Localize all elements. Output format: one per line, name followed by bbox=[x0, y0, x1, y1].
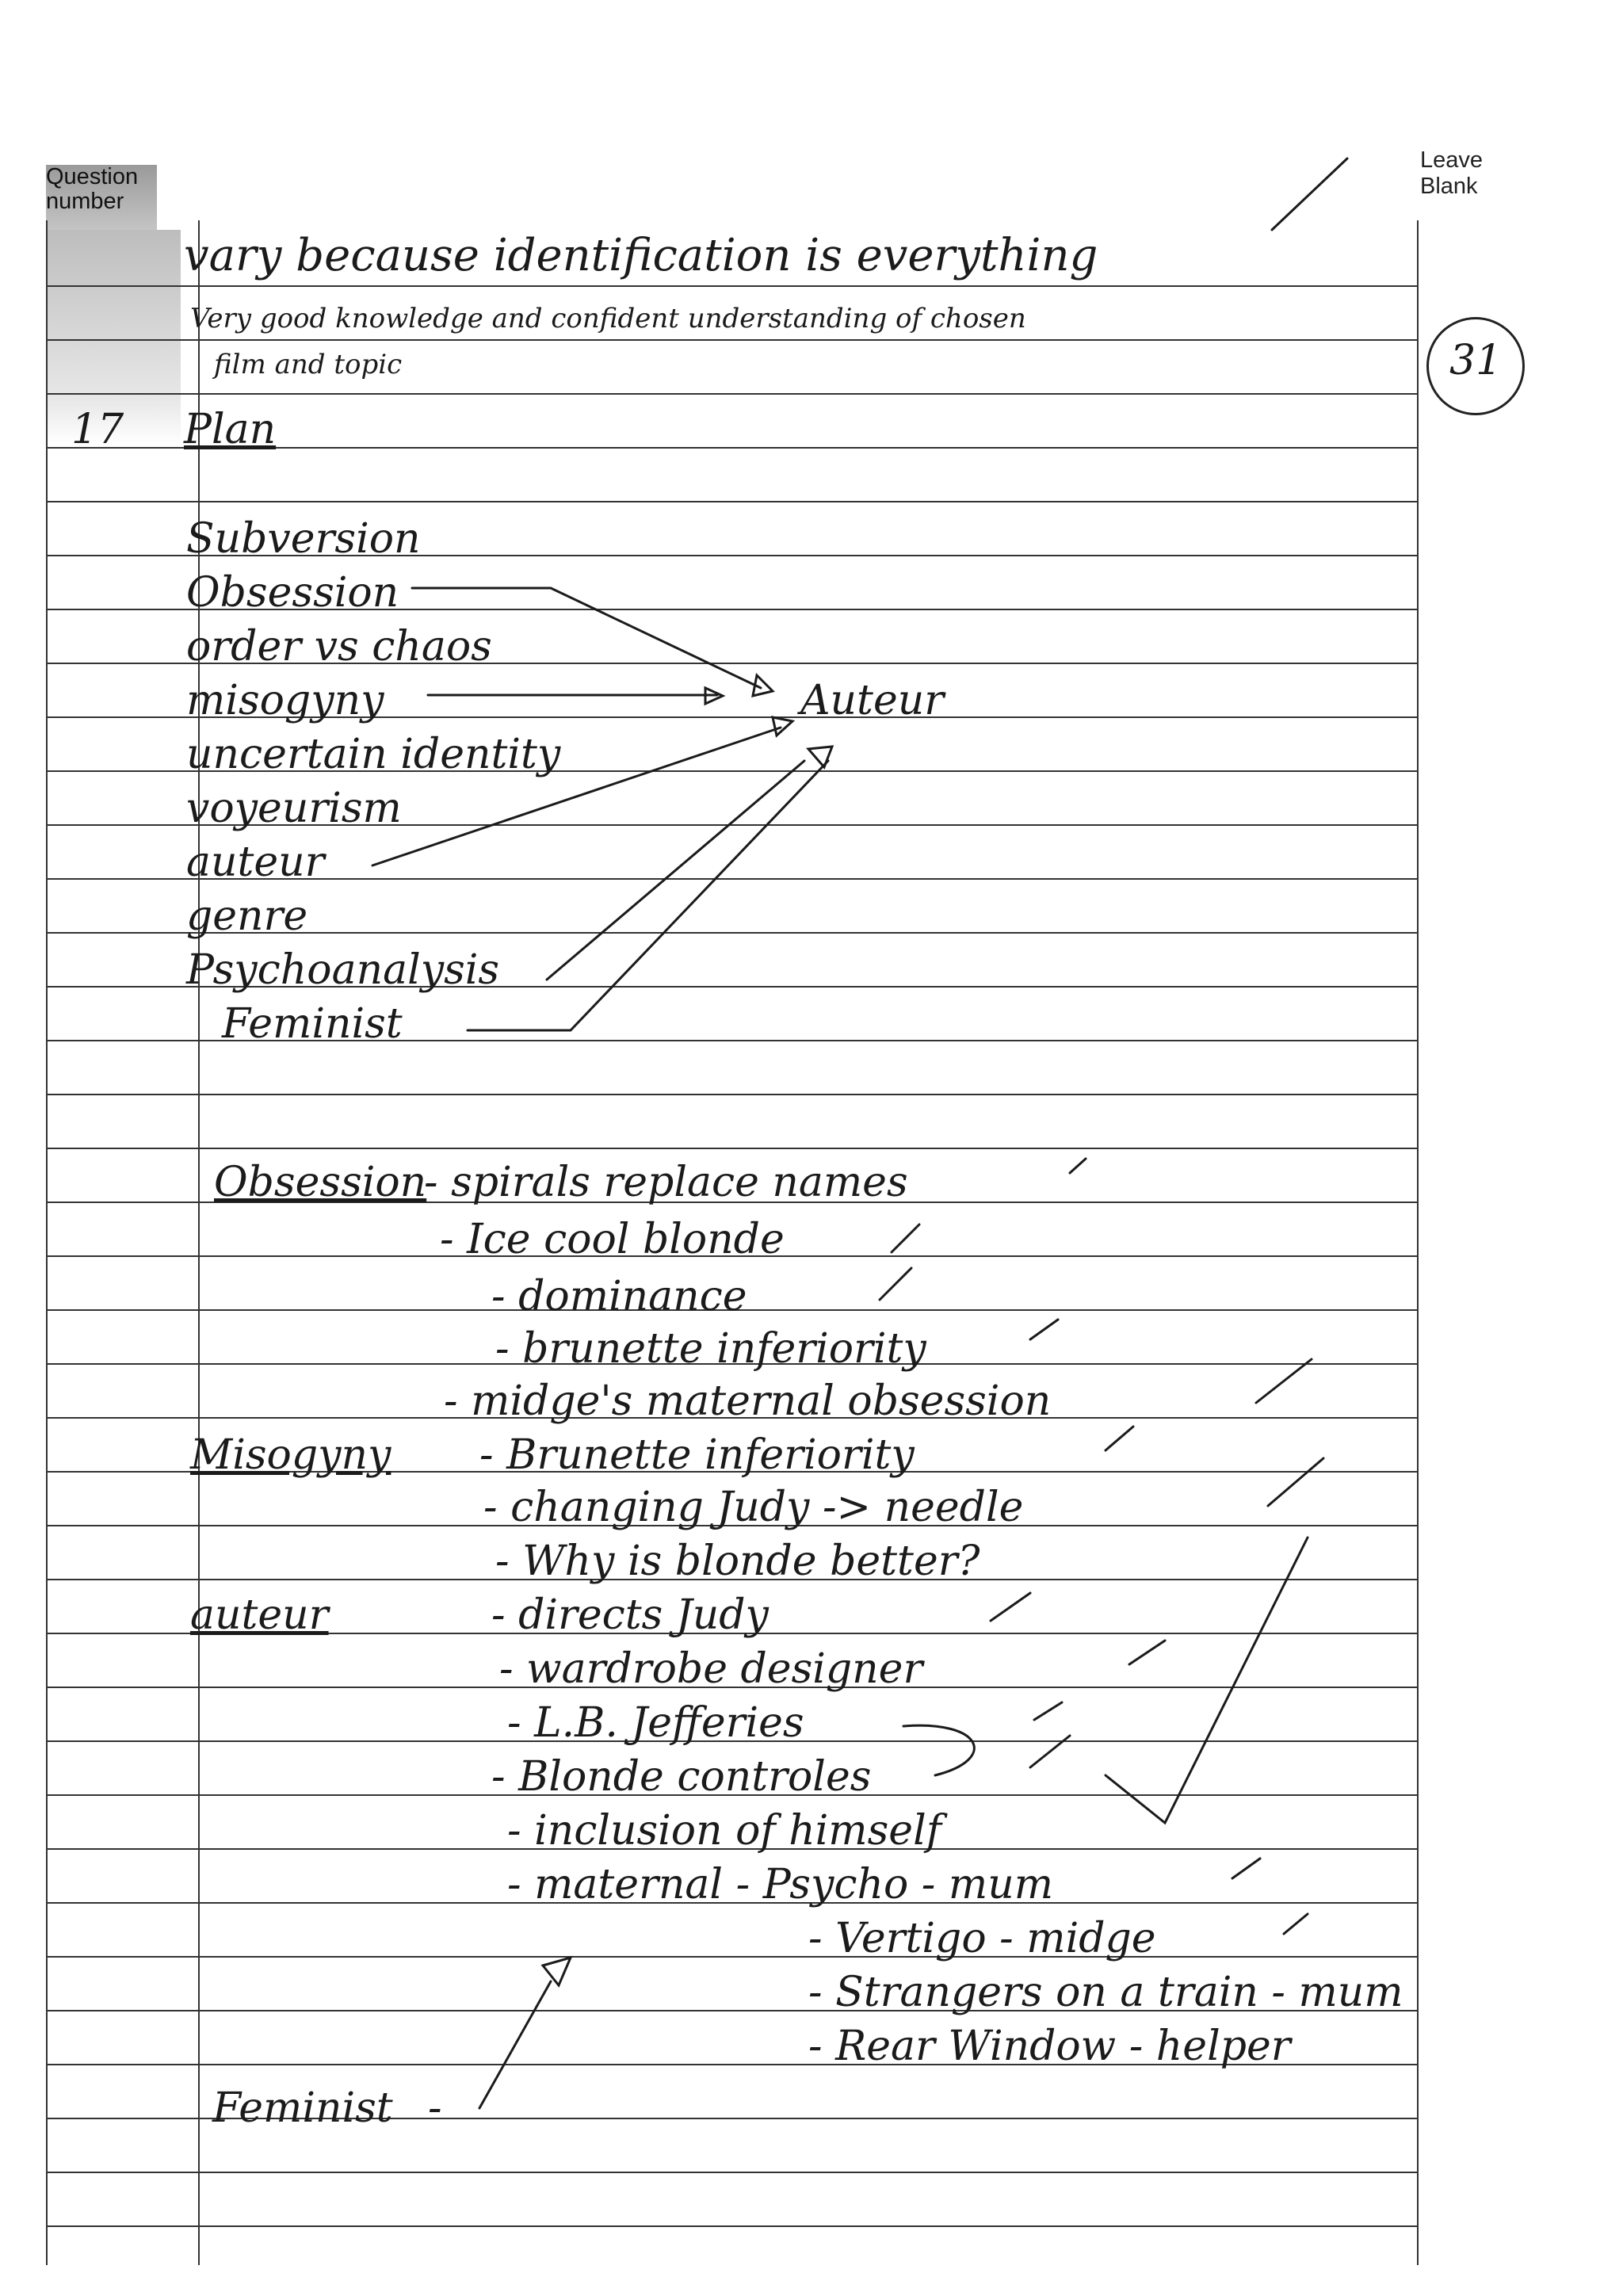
arrowhead bbox=[543, 1958, 571, 1985]
arrowhead bbox=[773, 717, 792, 735]
note-line: - brunette inferiority bbox=[495, 1325, 926, 1373]
question-number: 17 bbox=[71, 406, 124, 453]
examiner-remark-line2: film and topic bbox=[214, 349, 403, 380]
tick-mark bbox=[1034, 1702, 1062, 1720]
note-heading: auteur bbox=[190, 1591, 329, 1639]
note-line: - Why is blonde better? bbox=[495, 1538, 980, 1585]
plan-item: Obsession bbox=[186, 569, 399, 617]
plan-item: genre bbox=[186, 892, 308, 940]
long-tick bbox=[1106, 1538, 1308, 1823]
note-line: - wardrobe designer bbox=[499, 1645, 923, 1693]
arrow-line bbox=[412, 588, 761, 688]
examiner-remark-line1: Very good knowledge and confident understanding of chosen bbox=[190, 303, 1026, 334]
note-line: - L.B. Jefferies bbox=[507, 1699, 804, 1747]
tick-mark bbox=[892, 1224, 919, 1252]
note-line: - bbox=[428, 2084, 442, 2132]
plan-target: Auteur bbox=[800, 677, 945, 724]
note-heading: Obsession bbox=[214, 1159, 427, 1206]
blank-label: Blank bbox=[1420, 174, 1478, 199]
tick-mark bbox=[1030, 1320, 1058, 1339]
note-heading: Feminist bbox=[212, 2084, 393, 2132]
arrow-line bbox=[468, 761, 828, 1030]
arrowhead bbox=[808, 747, 832, 767]
number-label: number bbox=[46, 189, 124, 214]
note-line: - Brunette inferiority bbox=[479, 1431, 915, 1479]
tick-mark bbox=[1030, 1736, 1070, 1767]
arrow-line bbox=[479, 1981, 551, 2108]
plan-item: order vs chaos bbox=[186, 623, 492, 670]
note-line: - inclusion of himself bbox=[507, 1807, 941, 1855]
tick-mark bbox=[1070, 1159, 1086, 1173]
bracket-arrow bbox=[903, 1725, 974, 1775]
note-line: - Blonde controles bbox=[491, 1753, 872, 1801]
note-line: - maternal - Psycho - mum bbox=[507, 1861, 1053, 1908]
note-line: - directs Judy bbox=[491, 1591, 769, 1639]
plan-item: auteur bbox=[186, 839, 325, 886]
tick-mark bbox=[880, 1268, 911, 1300]
arrow-line bbox=[372, 728, 781, 865]
note-line: - Strangers on a train - mum bbox=[808, 1969, 1403, 2016]
tick-mark bbox=[1232, 1859, 1260, 1878]
plan-item: Subversion bbox=[186, 515, 421, 563]
note-line: - spirals replace names bbox=[424, 1159, 908, 1206]
tick-mark bbox=[1106, 1427, 1133, 1450]
plan-heading: Plan bbox=[184, 406, 277, 453]
tick-mark bbox=[1129, 1641, 1165, 1664]
plan-item: Feminist bbox=[222, 1000, 403, 1048]
arrowhead bbox=[753, 675, 773, 696]
note-line: - Rear Window - helper bbox=[808, 2023, 1291, 2070]
tick-mark bbox=[1272, 159, 1347, 230]
question-label: Question bbox=[46, 164, 139, 189]
note-line: - changing Judy -> needle bbox=[483, 1484, 1024, 1531]
plan-item: misogyny bbox=[186, 677, 384, 724]
note-line: - Ice cool blonde bbox=[440, 1216, 785, 1263]
note-line: - dominance bbox=[491, 1273, 747, 1320]
tick-mark bbox=[991, 1593, 1030, 1621]
note-line: - midge's maternal obsession bbox=[444, 1377, 1052, 1425]
examiner-comment: vary because identification is everything bbox=[184, 230, 1098, 281]
tick-mark bbox=[1256, 1359, 1312, 1403]
plan-item: uncertain identity bbox=[186, 731, 561, 778]
note-line: - Vertigo - midge bbox=[808, 1915, 1156, 1962]
tick-mark bbox=[1284, 1914, 1308, 1934]
leave-label: Leave bbox=[1420, 147, 1484, 173]
plan-item: voyeurism bbox=[186, 785, 402, 832]
tick-mark bbox=[1268, 1458, 1323, 1506]
plan-item: Psychoanalysis bbox=[186, 946, 500, 994]
note-heading: Misogyny bbox=[190, 1431, 391, 1479]
score-value: 31 bbox=[1449, 337, 1503, 384]
